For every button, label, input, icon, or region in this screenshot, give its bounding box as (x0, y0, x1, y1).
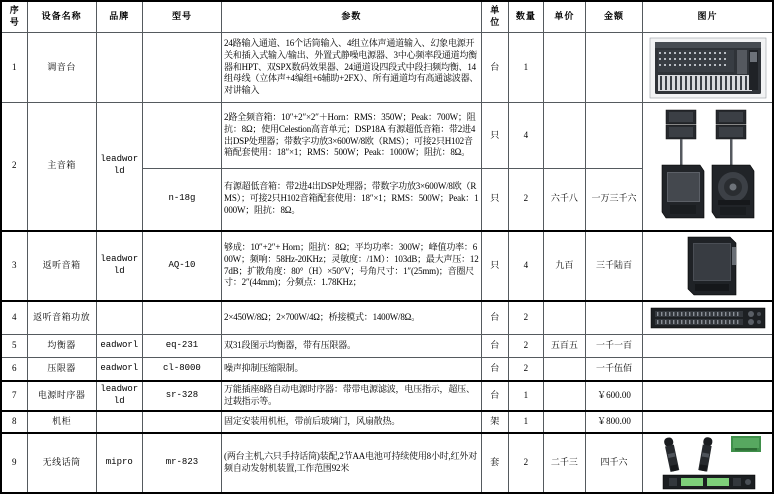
cell-quantity: 1 (508, 411, 543, 433)
cell-model (142, 33, 221, 103)
mixing-console-photo (649, 37, 767, 99)
cell-price (543, 103, 585, 169)
cell-index: 1 (1, 33, 27, 103)
cell-name: 主音箱 (27, 103, 96, 231)
cell-quantity: 1 (508, 33, 543, 103)
cell-brand (96, 411, 142, 433)
cell-quantity: 2 (508, 301, 543, 335)
column-header-picture: 图片 (643, 1, 773, 33)
column-header-unit-line2: 位 (490, 17, 500, 27)
cell-model: cl-8000 (142, 358, 221, 381)
cell-quantity: 4 (508, 231, 543, 301)
cell-picture (643, 358, 773, 381)
cell-unit: 套 (481, 433, 508, 493)
cell-amount: 一千伍佰 (585, 358, 642, 381)
cell-params: 万能插座8路自动电源时序器：带带电源滤波，电压指示，超压、过载指示等。 (222, 381, 482, 411)
cell-amount: 四千六 (585, 433, 642, 493)
cell-amount: ￥600.00 (585, 381, 642, 411)
table-row (1, 381, 773, 411)
column-header-index-line2: 号 (9, 17, 19, 27)
cell-unit: 台 (481, 33, 508, 103)
cell-price (543, 301, 585, 335)
cell-index: 5 (1, 335, 27, 358)
cell-index: 4 (1, 301, 27, 335)
cell-model: AQ-10 (142, 231, 221, 301)
cell-quantity: 2 (508, 335, 543, 358)
column-header-params: 参数 (222, 1, 482, 33)
cell-index: 9 (1, 433, 27, 493)
cell-price (543, 411, 585, 433)
cell-unit: 台 (481, 381, 508, 411)
cell-name: 无线话筒 (27, 433, 96, 493)
cell-quantity: 2 (508, 433, 543, 493)
column-header-price: 单价 (543, 1, 585, 33)
cell-params: (两台主机,六只手持话筒)装配,2节AA电池可持续使用8小时,红外对频自动发射机装置,工作范围92米 (222, 433, 482, 493)
cell-unit: 台 (481, 335, 508, 358)
cell-amount: ￥800.00 (585, 411, 642, 433)
cell-unit: 台 (481, 301, 508, 335)
line-array-speaker-photo (650, 104, 766, 228)
cell-name: 返听音箱功放 (27, 301, 96, 335)
cell-price (543, 381, 585, 411)
column-header-quantity: 数量 (508, 1, 543, 33)
cell-index: 7 (1, 381, 27, 411)
cell-params: 24路输入通道、16个话筒输入、4组立体声通道输入、幻象电源开关和插入式输入/输出、外置式静噪电源器、3中心频率段通道均衡器和HPT、双SPX数码效果器、24通道设四段式中段扫频均衡、14组母线（立体声+4编组+6辅助+2FX）、所有通道均有高通滤波器、对讲输入 (222, 33, 482, 103)
cell-picture (643, 381, 773, 411)
cell-model: n-18g (142, 169, 221, 231)
column-header-index-line1: 序 (9, 5, 19, 16)
cell-brand: leadworld (96, 231, 142, 301)
table-row (1, 33, 773, 103)
cell-price (543, 33, 585, 103)
cell-params: 双31段图示均衡器，带有压限器。 (222, 335, 482, 358)
cell-params: 2路全频音箱：10″+2″×2″＋Horn：RMS：350W；Peak：700W；阻抗：8Ω；使用Celestion高音单元；DSP18A 有源超低音箱：带2进4出DSP处理器；带数字功放3×600W/8欧（RMS）；可接2只H102音箱配套使用：18″×1；RMS：500W；Peak：1000W；阻抗：8Ω。 (222, 103, 482, 169)
column-header-amount: 金额 (585, 1, 642, 33)
cell-unit: 只 (481, 103, 508, 169)
column-header-index (1, 1, 27, 33)
cell-model: sr-328 (142, 381, 221, 411)
cell-name: 压限器 (27, 358, 96, 381)
cell-index: 2 (1, 103, 27, 231)
cell-brand (96, 301, 142, 335)
cell-quantity: 2 (508, 169, 543, 231)
cell-model: mr-823 (142, 433, 221, 493)
column-header-model: 型号 (142, 1, 221, 33)
cell-params: 噪声抑制压缩限制。 (222, 358, 482, 381)
cell-brand: eadworl (96, 358, 142, 381)
cell-params: 2×450W/8Ω；2×700W/4Ω；桥接模式：1400W/8Ω。 (222, 301, 482, 335)
cell-name: 机柜 (27, 411, 96, 433)
cell-name: 调音台 (27, 33, 96, 103)
cell-params: 有源超低音箱：带2进4出DSP处理器；带数字功放3×600W/8欧（RMS）；可接2只H102音箱配套使用：18″×1；RMS：500W；Peak：1000W；阻抗：8Ω。 (222, 169, 482, 231)
column-header-unit-line1: 单 (490, 5, 500, 16)
cell-model (142, 301, 221, 335)
column-header-unit (481, 1, 508, 33)
table-row (1, 231, 773, 301)
cell-picture (643, 433, 773, 493)
cell-name: 电源时序器 (27, 381, 96, 411)
cell-brand: leadworld (96, 381, 142, 411)
table-header-row (1, 1, 773, 33)
cell-amount (585, 103, 642, 169)
rack-amplifier-photo (648, 305, 768, 331)
cell-brand: mipro (96, 433, 142, 493)
cell-params: 够成：10″+2″+ Horn；阻抗：8Ω；平均功率：300W；峰值功率：600W；频响：58Hz-20KHz；灵敏度：/1M）：103dB；最大声压：127dB；扩散角度：80°（H）×50°V；号角尺寸：1″(25mm)；音圈尺寸：2″(44mm)；分频点：1.78KHz； (222, 231, 482, 301)
cell-unit: 只 (481, 169, 508, 231)
cell-unit: 台 (481, 358, 508, 381)
table-row (1, 358, 773, 381)
table-row (1, 103, 773, 169)
column-header-name: 设备名称 (27, 1, 96, 33)
cell-amount: 一万三千六 (585, 169, 642, 231)
cell-brand: leadworld (96, 103, 142, 231)
cell-picture (643, 33, 773, 103)
cell-brand: eadworl (96, 335, 142, 358)
stage-monitor-photo (658, 233, 758, 299)
cell-amount (585, 301, 642, 335)
table-row (1, 301, 773, 335)
cell-amount: 三千陆百 (585, 231, 642, 301)
cell-price (543, 358, 585, 381)
cell-amount (585, 33, 642, 103)
cell-model: eq-231 (142, 335, 221, 358)
column-header-brand: 品牌 (96, 1, 142, 33)
cell-name: 均衡器 (27, 335, 96, 358)
cell-unit: 只 (481, 231, 508, 301)
cell-quantity: 2 (508, 358, 543, 381)
table-row (1, 433, 773, 493)
cell-unit: 架 (481, 411, 508, 433)
cell-index: 3 (1, 231, 27, 301)
cell-amount: 一千一百 (585, 335, 642, 358)
cell-brand (96, 33, 142, 103)
cell-name: 返听音箱 (27, 231, 96, 301)
cell-picture (643, 103, 773, 231)
cell-picture (643, 335, 773, 358)
cell-model (142, 411, 221, 433)
cell-price: 二千三 (543, 433, 585, 493)
table-row (1, 411, 773, 433)
cell-picture (643, 231, 773, 301)
wireless-microphone-photo (647, 435, 769, 491)
table-row (1, 335, 773, 358)
cell-quantity: 4 (508, 103, 543, 169)
cell-index: 6 (1, 358, 27, 381)
cell-model (142, 103, 221, 169)
cell-picture (643, 301, 773, 335)
cell-index: 8 (1, 411, 27, 433)
cell-price: 九百 (543, 231, 585, 301)
cell-price: 五百五 (543, 335, 585, 358)
cell-params: 固定安装用机柜，带前后玻璃门，风扇散热。 (222, 411, 482, 433)
cell-picture (643, 411, 773, 433)
cell-price: 六千八 (543, 169, 585, 231)
cell-quantity: 1 (508, 381, 543, 411)
